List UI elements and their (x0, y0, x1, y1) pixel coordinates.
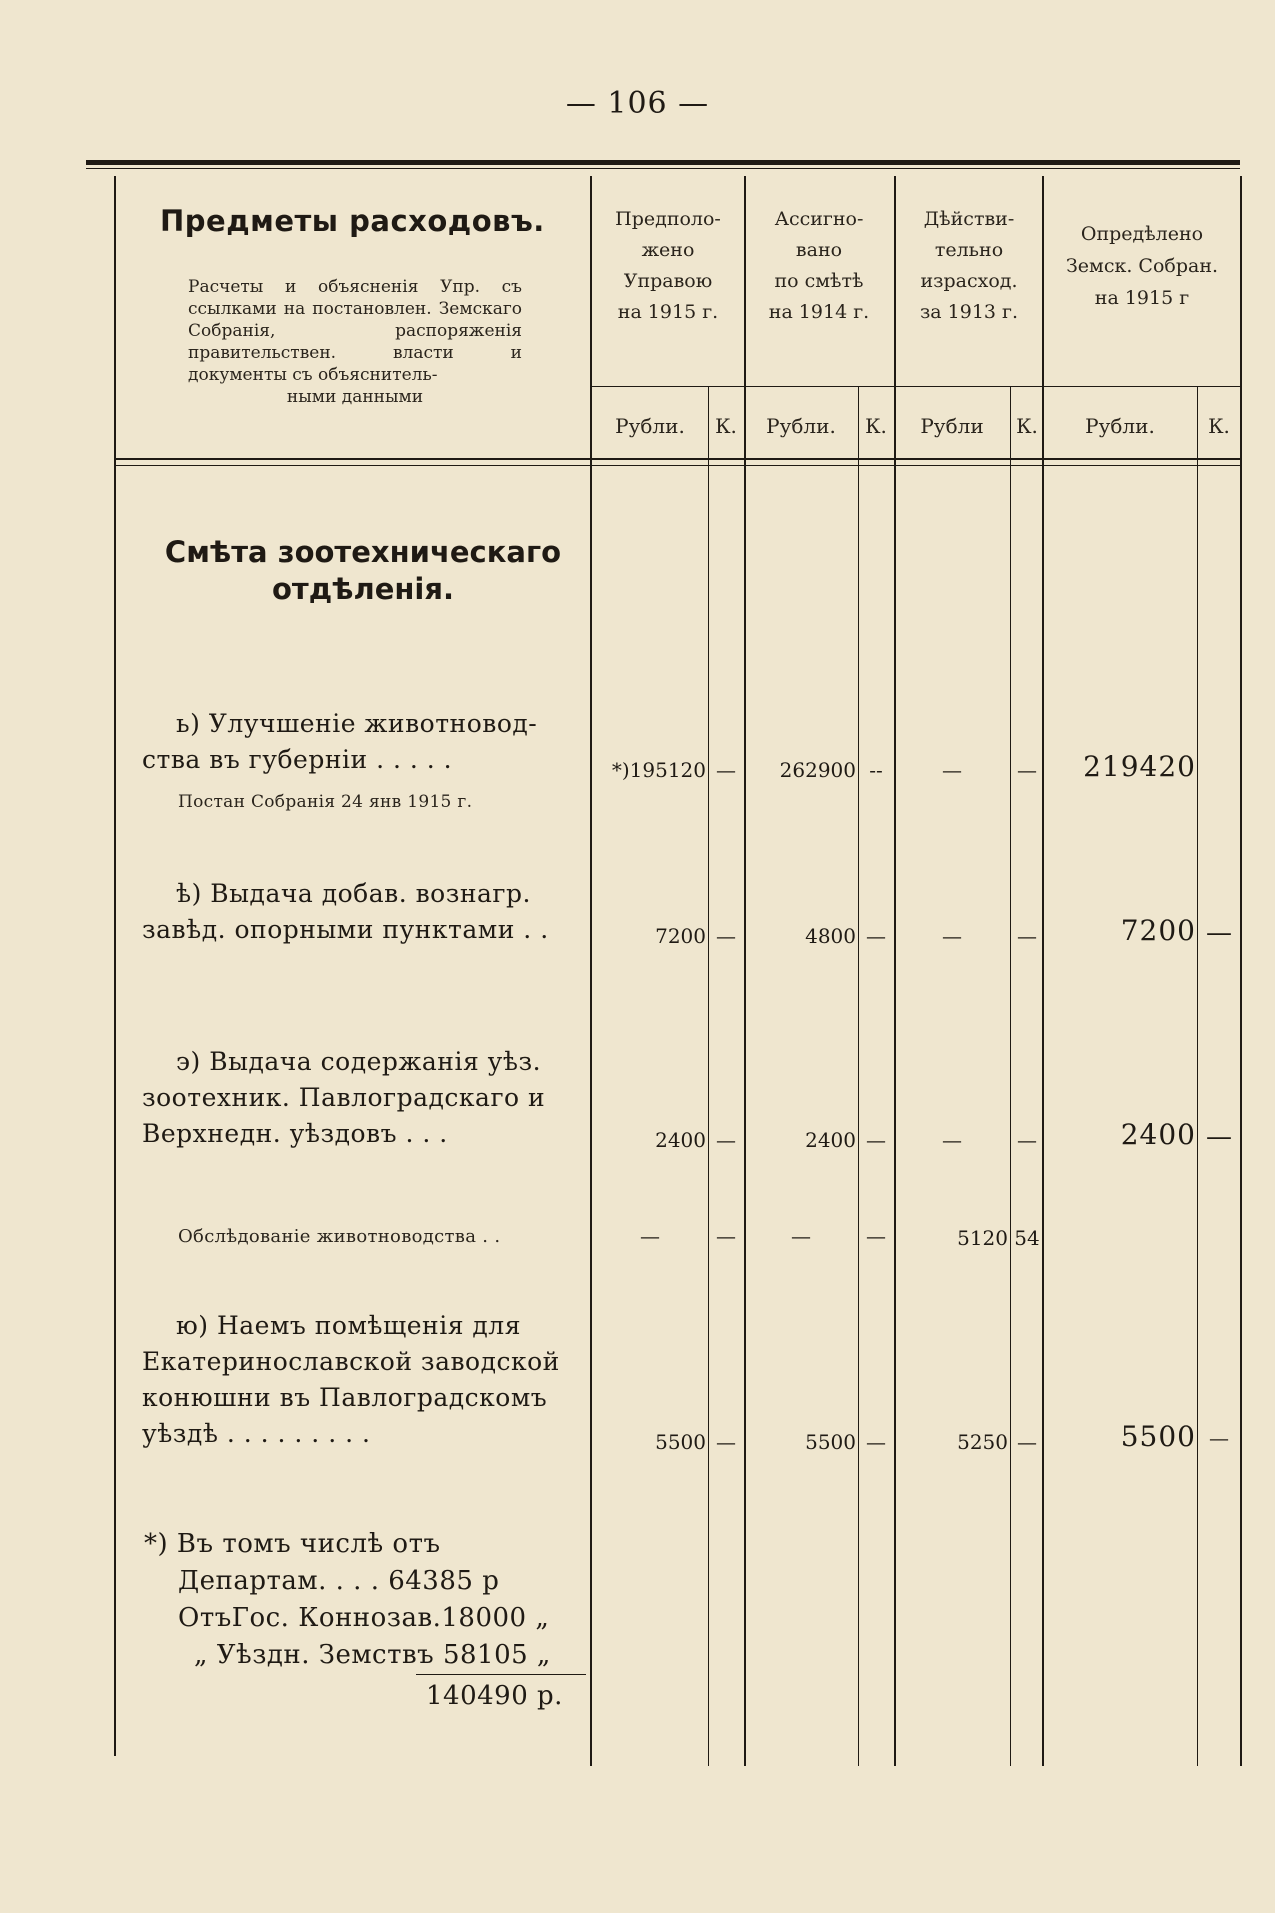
item-line: уѣздѣ . . . . . . . . . (142, 1419, 371, 1448)
value-proposed: 2400 (655, 1128, 706, 1152)
col4-kop-divider (1197, 386, 1198, 1766)
col-header-line: тельно (934, 239, 1004, 261)
item-line: Верхнедн. уѣздовъ . . . (142, 1119, 448, 1148)
item-line: Екатеринославской заводской (142, 1347, 560, 1376)
value-spent: — (942, 758, 962, 782)
col1-kop-divider (708, 386, 709, 1766)
unit-kop: К. (1208, 414, 1230, 438)
value-proposed: — (640, 1224, 660, 1248)
unit-kop: К. (715, 414, 737, 438)
top-rule (86, 160, 1240, 165)
unit-rub: Рубли (920, 414, 984, 438)
footnote-total: 140490 р. (426, 1681, 563, 1711)
value-spent: 5250 (957, 1430, 1008, 1454)
header-unit-rule (592, 386, 1240, 387)
value-spent: — (942, 924, 962, 948)
col-header-line: на 1915 г (1094, 287, 1190, 309)
value-proposed-kop: — (716, 924, 736, 948)
item-text: Обслѣдованіе животноводства . . (178, 1226, 501, 1247)
subtitle-last: ными данными (286, 387, 424, 407)
section-title: Смѣта зоотехническаго отдѣленія. (164, 535, 562, 606)
col-header-line: Управою (623, 270, 713, 292)
value-determined-kop: — (1209, 1426, 1229, 1450)
header-bottom-rule (116, 458, 1240, 460)
col-header-line: вано (795, 239, 843, 261)
value-determined-kop: — (1206, 1122, 1232, 1152)
value-proposed-kop: — (716, 758, 736, 782)
value-proposed-kop: — (716, 1224, 736, 1248)
item-text (142, 876, 586, 948)
col-header-proposed (594, 204, 742, 328)
col-header-line: жено (641, 239, 695, 261)
value-assigned-kop: — (866, 924, 886, 948)
value-assigned-kop: — (866, 1224, 886, 1248)
top-rule-thin (86, 168, 1240, 169)
col-header-line: Дѣйстви- (923, 208, 1015, 230)
col-header-line: по смѣтѣ (774, 270, 864, 292)
unit-rub: Рубли. (1085, 414, 1155, 438)
table-subtitle (188, 276, 522, 408)
value-spent-kop: — (1017, 758, 1037, 782)
value-proposed: 7200 (655, 924, 706, 948)
value-spent-kop: — (1017, 924, 1037, 948)
value-assigned-kop: -- (869, 758, 883, 782)
item-line: конюшни въ Павлоградскомъ (142, 1383, 548, 1412)
value-spent: 5120 (957, 1226, 1008, 1250)
footnote-line: ОтъГос. Коннозав.18000 „ (178, 1603, 550, 1633)
col-header-line: Земск. Собран. (1065, 255, 1219, 277)
col-header-spent (896, 204, 1042, 328)
item-line: ѣ) Выдача добав. вознагр. (176, 879, 531, 908)
col-divider-1 (590, 176, 592, 1766)
value-proposed: *)195120 (611, 758, 706, 782)
value-assigned-kop: — (866, 1128, 886, 1152)
footnote-line: Департам. . . . 64385 р (178, 1566, 500, 1596)
item-line: ю) Наемъ помѣщенія для (176, 1311, 521, 1340)
col-header-line: Предполо- (615, 208, 721, 230)
page-number: — 106 — (565, 86, 710, 121)
unit-rub: Рубли. (766, 414, 836, 438)
item-line: завѣд. опорными пунктами . . (142, 915, 549, 944)
item-line: э) Выдача содержанія уѣз. (176, 1047, 542, 1076)
value-proposed-kop: — (716, 1430, 736, 1454)
col-header-line: израсход. (920, 270, 1018, 292)
table-border-right (1240, 176, 1242, 1766)
value-assigned: 2400 (805, 1128, 856, 1152)
value-spent: — (942, 1128, 962, 1152)
col-header-line: Опредѣлено (1080, 223, 1204, 245)
item-line: ства въ губерніи . . . . . (142, 745, 453, 774)
value-proposed-kop: — (716, 1128, 736, 1152)
col2-kop-divider (858, 386, 859, 1766)
unit-kop: К. (865, 414, 887, 438)
footnote-line: *) Въ томъ числѣ отъ (144, 1529, 441, 1559)
unit-rub: Рубли. (615, 414, 685, 438)
value-spent-kop: — (1017, 1128, 1037, 1152)
footnote-line: „ Уѣздн. Земствъ 58105 „ (194, 1640, 551, 1670)
header-bottom-rule-2 (116, 465, 1240, 466)
value-assigned: 262900 (779, 758, 856, 782)
value-assigned-kop: — (866, 1430, 886, 1454)
footnote-sum-rule (416, 1674, 586, 1675)
item-text (142, 706, 576, 778)
item-text (142, 1308, 586, 1452)
unit-kop: К. (1016, 414, 1038, 438)
value-determined-kop: — (1206, 918, 1232, 948)
col-header-line: за 1913 г. (919, 301, 1019, 323)
col-header-determined (1044, 218, 1240, 314)
subtitle-text: Расчеты и объясненія Упр. съ ссылками на постановлен. Земскаго Собранія, распоряженія правительствен. власти и документы съ объяснитель- (188, 277, 522, 385)
footnote (144, 1526, 564, 1674)
value-determined: 2400 (1120, 1118, 1196, 1151)
col-header-line: на 1915 г. (617, 301, 719, 323)
value-proposed: 5500 (655, 1430, 706, 1454)
value-spent-kop: 54 (1014, 1226, 1040, 1250)
table-border-left (114, 176, 116, 1756)
value-spent-kop: — (1017, 1430, 1037, 1454)
value-assigned: 5500 (805, 1430, 856, 1454)
item-text (142, 1044, 586, 1152)
col-header-assigned (746, 204, 892, 328)
col3-kop-divider (1010, 386, 1011, 1766)
value-determined: 219420 (1083, 750, 1196, 783)
item-note: Постан Собранія 24 янв 1915 г. (178, 792, 473, 812)
value-determined: 7200 (1120, 914, 1196, 947)
value-assigned: 4800 (805, 924, 856, 948)
item-line: ь) Улучшеніе животновод- (176, 709, 538, 738)
item-line: зоотехник. Павлоградскаго и (142, 1083, 546, 1112)
table-title: Предметы расходовъ. (160, 204, 545, 238)
value-assigned: — (791, 1224, 811, 1248)
col-header-line: Ассигно- (774, 208, 864, 230)
col-header-line: на 1914 г. (768, 301, 870, 323)
value-determined: 5500 (1120, 1420, 1196, 1453)
